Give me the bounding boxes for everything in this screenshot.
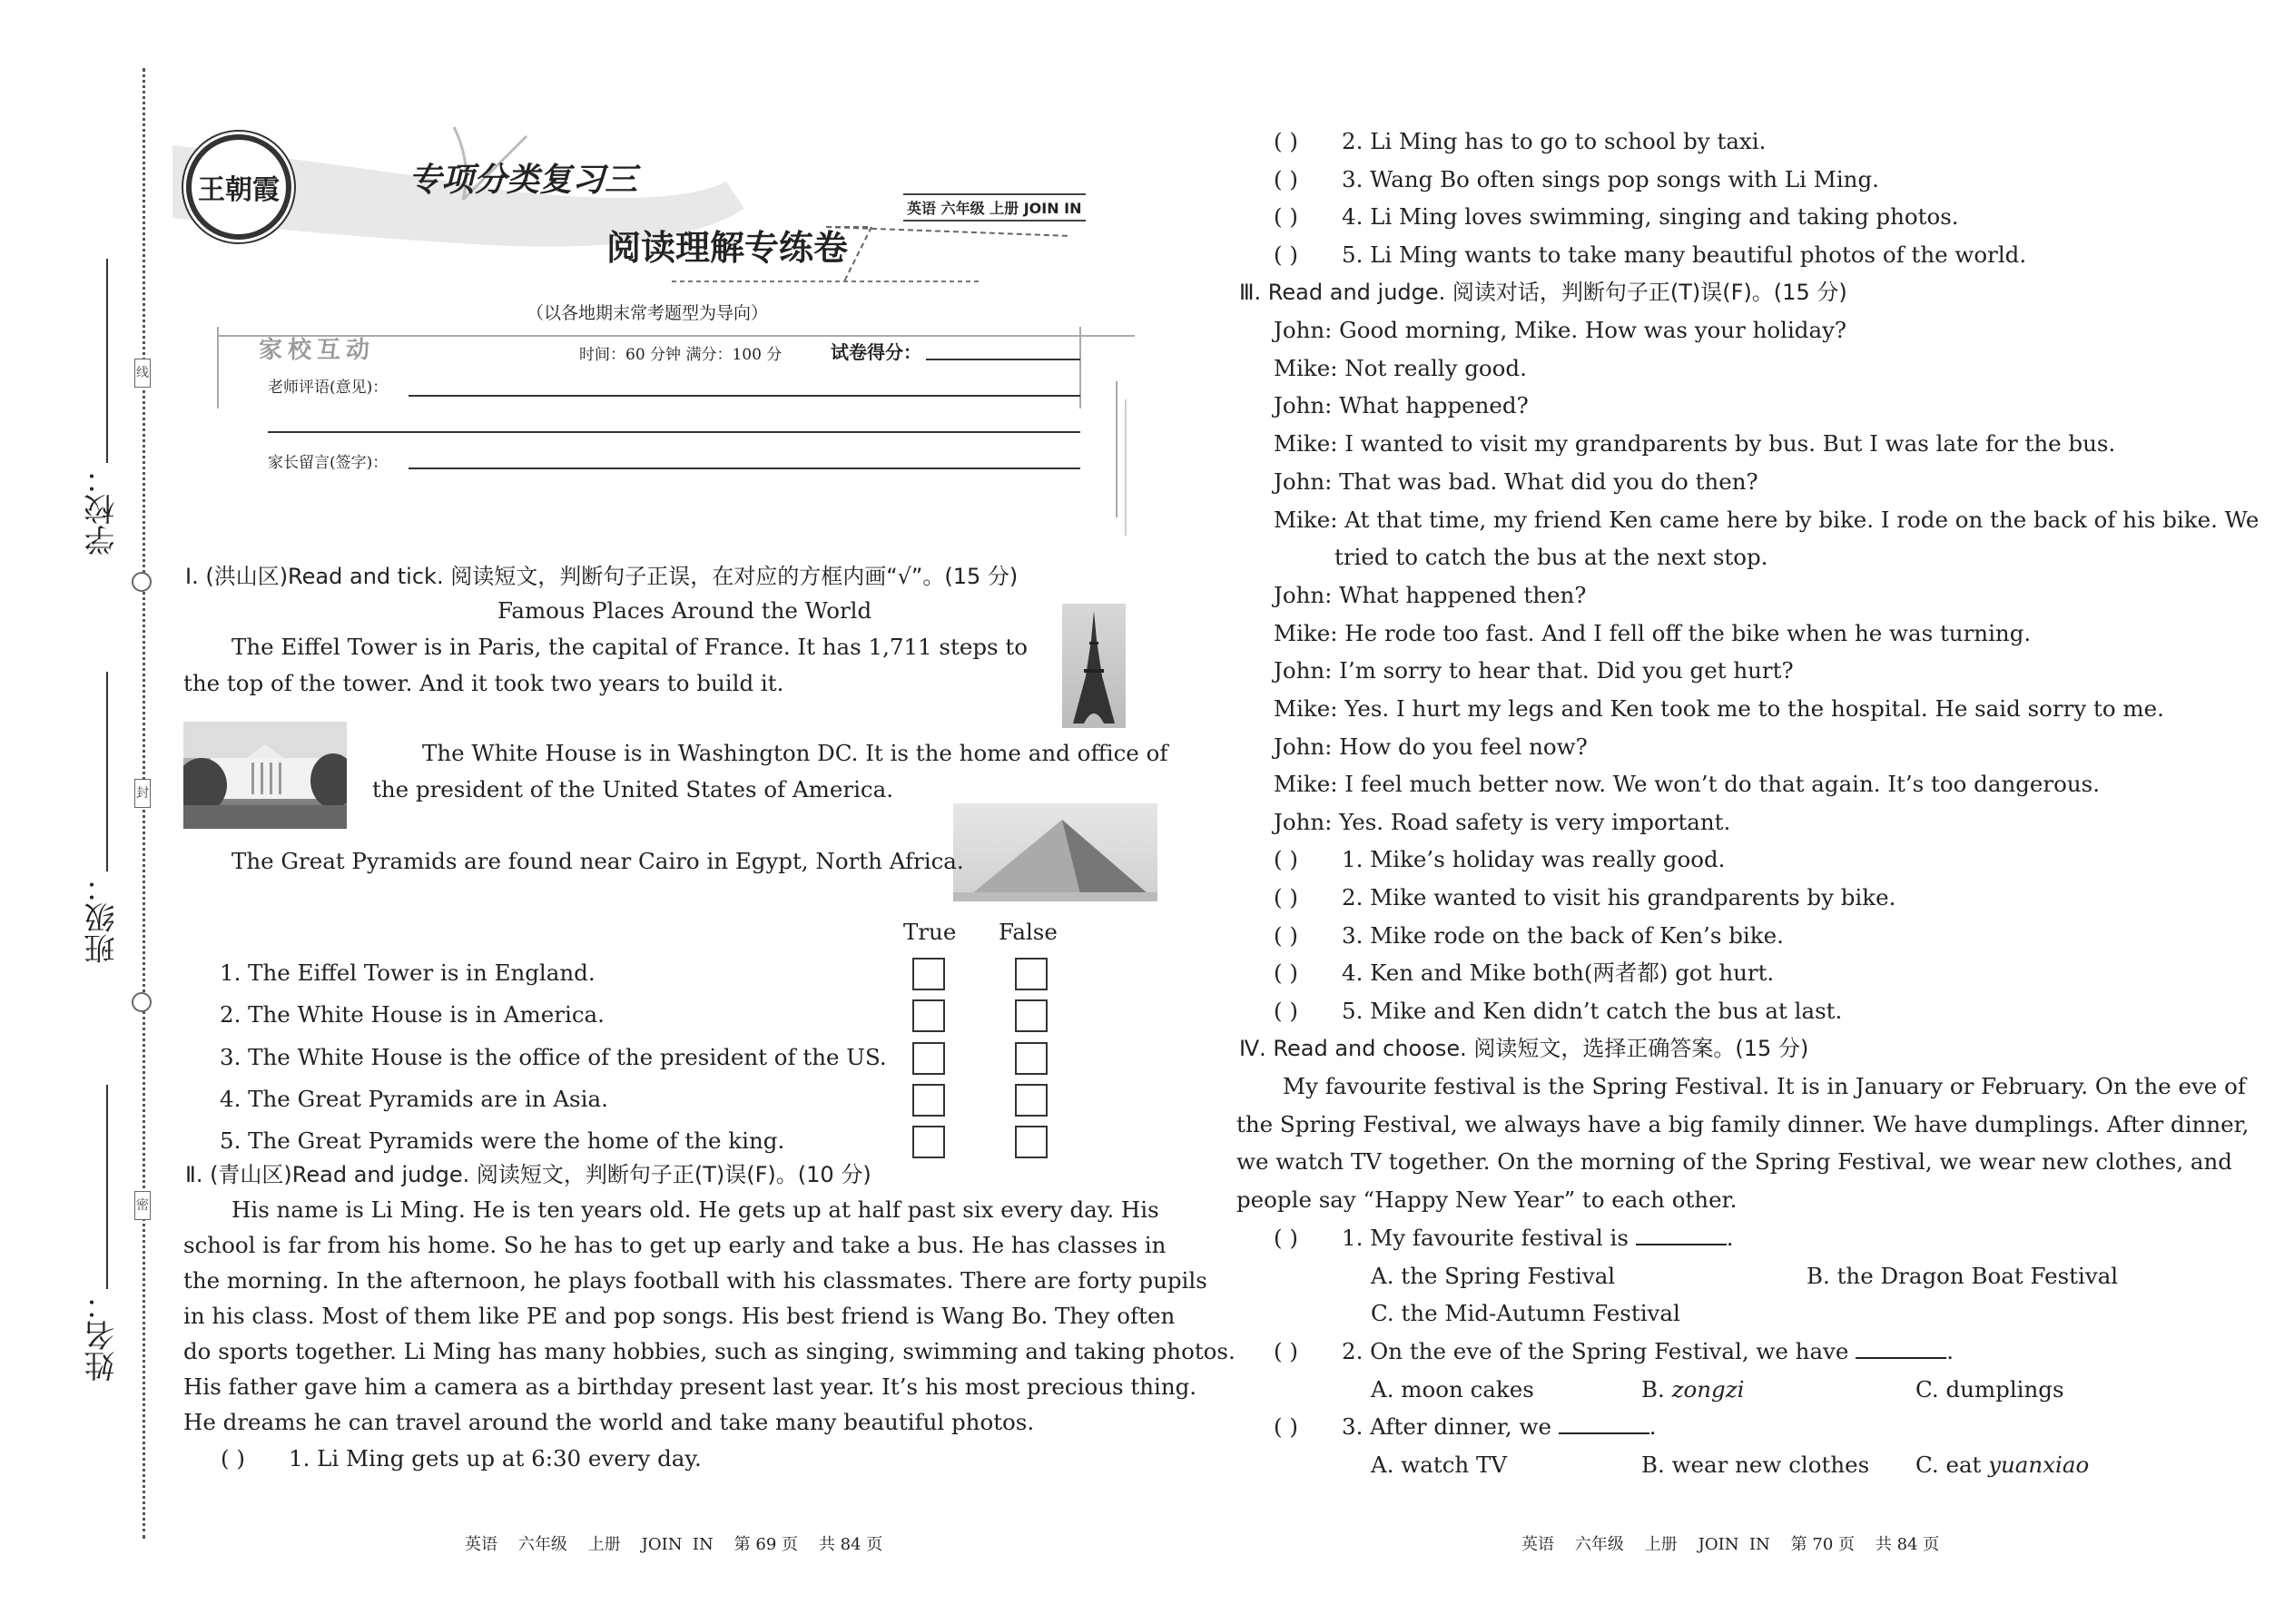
option-b-italic: zongzi: [1671, 1376, 1745, 1403]
score-label: 试卷得分：: [831, 341, 921, 363]
answer-blank[interactable]: [1856, 1339, 1946, 1359]
section3-heading: Ⅲ. Read and judge. 阅读对话，判断句子正(T)误(F)。(15 分): [1239, 280, 1847, 305]
school-label: 学校：: [84, 463, 121, 556]
class-write-line[interactable]: [106, 672, 108, 871]
question-stem: 2. On the eve of the Spring Festival, we have: [1342, 1338, 1849, 1364]
pyramid-image: [953, 803, 1157, 901]
dialogue-line: Mike: Yes. I hurt my legs and Ken took me to the hospital. He said sorry to me.: [1274, 695, 2164, 722]
answer-paren[interactable]: ( ): [1274, 960, 1298, 986]
option-c: [1915, 1450, 2089, 1481]
binding-hole: [132, 992, 152, 1012]
answer-paren[interactable]: ( ): [1274, 884, 1298, 910]
answer-paren[interactable]: ( ): [221, 1445, 245, 1471]
option-b-prefix: B.: [1641, 1376, 1672, 1403]
true-checkbox[interactable]: [912, 958, 945, 990]
passage-line: we watch TV together. On the morning of the Spring Festival, we wear new clothes, and: [1236, 1148, 2232, 1175]
true-column-label: True: [903, 919, 957, 945]
seal-mark: 封: [134, 779, 151, 808]
section1-heading: Ⅰ. (洪山区)Read and tick. 阅读短文，判断句子正误，在对应的方框内画“√”。(15 分): [185, 564, 1019, 589]
name-write-line[interactable]: [106, 1085, 108, 1289]
answer-paren[interactable]: ( ): [1274, 166, 1298, 192]
dialogue-line: John: What happened then?: [1274, 582, 1587, 608]
answer-paren[interactable]: ( ): [1274, 1413, 1298, 1440]
passage-line: My favourite festival is the Spring Festival. It is in January or February. On the eve of: [1283, 1073, 2246, 1099]
passage-line: His father gave him a camera as a birthday present last year. It’s his most precious thing.: [183, 1373, 1197, 1400]
tick-item: 4. The Great Pyramids are in Asia.: [220, 1086, 608, 1112]
dialogue-line: John: Good morning, Mike. How was your holiday?: [1274, 317, 1847, 343]
tick-item: 2. The White House is in America.: [220, 1001, 605, 1028]
false-checkbox[interactable]: [1015, 1084, 1048, 1117]
judge-item: 1. Li Ming gets up at 6:30 every day.: [289, 1445, 702, 1471]
stem-period: .: [1946, 1338, 1954, 1364]
option-a: A. watch TV: [1371, 1452, 1508, 1478]
teacher-comment-field[interactable]: [409, 395, 1080, 397]
choice-question: [1342, 1336, 1954, 1367]
passage-title: Famous Places Around the World: [497, 597, 872, 624]
judge-item: 1. Mike’s holiday was really good.: [1342, 846, 1726, 872]
passage-line: He dreams he can travel around the world and take many beautiful photos.: [183, 1409, 1035, 1435]
passage-line: the Spring Festival, we always have a big family dinner. We have dumplings. After dinner,: [1236, 1111, 2250, 1137]
option-a: A. moon cakes: [1371, 1376, 1534, 1403]
class-label: 班级：: [84, 871, 121, 964]
answer-paren[interactable]: ( ): [1274, 922, 1298, 949]
dialogue-line: Mike: Not really good.: [1274, 355, 1527, 381]
stem-period: .: [1726, 1225, 1734, 1251]
answer-paren[interactable]: ( ): [1274, 128, 1298, 154]
home-school-label: 家校互动: [259, 337, 376, 364]
answer-paren[interactable]: ( ): [1274, 846, 1298, 872]
passage-line: do sports together. Li Ming has many hobbies, such as singing, swimming and taking photos.: [183, 1338, 1236, 1364]
answer-paren[interactable]: ( ): [1274, 1225, 1298, 1251]
passage-line: The White House is in Washington DC. It is the home and office of: [422, 740, 1168, 766]
choice-question: [1342, 1412, 1657, 1442]
judge-item: 4. Ken and Mike both(两者都) got hurt.: [1342, 960, 1775, 986]
dialogue-line: John: That was bad. What did you do then?: [1274, 468, 1758, 495]
name-label: 姓名：: [84, 1289, 121, 1382]
section2-heading: Ⅱ. (青山区)Read and judge. 阅读短文，判断句子正(T)误(F)。(10 分): [185, 1162, 871, 1187]
dialogue-line: Mike: He rode too fast. And I fell off the bike when he was turning.: [1274, 620, 2032, 646]
judge-item: 3. Wang Bo often sings pop songs with Li Ming.: [1342, 166, 1879, 192]
option-c: C. the Mid-Autumn Festival: [1371, 1300, 1680, 1326]
score-field[interactable]: [926, 359, 1080, 360]
true-checkbox[interactable]: [912, 1126, 945, 1158]
passage-line: school is far from his home. So he has to get up early and take a bus. He has classes in: [183, 1232, 1167, 1258]
choice-question: [1342, 1223, 1734, 1254]
judge-item: 2. Li Ming has to go to school by taxi.: [1342, 128, 1767, 154]
option-a: A. the Spring Festival: [1371, 1263, 1616, 1289]
false-checkbox[interactable]: [1015, 1126, 1048, 1158]
dialogue-line: John: Yes. Road safety is very important.: [1274, 809, 1731, 835]
answer-paren[interactable]: ( ): [1274, 241, 1298, 268]
passage-line: in his class. Most of them like PE and pop songs. His best friend is Wang Bo. They often: [183, 1303, 1176, 1329]
true-checkbox[interactable]: [912, 999, 945, 1032]
option-c-prefix: C. eat: [1915, 1452, 1989, 1478]
page-footer-right: 英语 六年级 上册 JOIN IN 第 70 页 共 84 页: [1521, 1535, 1940, 1554]
judge-item: 4. Li Ming loves swimming, singing and taking photos.: [1342, 203, 1959, 230]
false-checkbox[interactable]: [1015, 999, 1048, 1032]
series-title: 专项分类复习三: [409, 162, 638, 199]
answer-paren[interactable]: ( ): [1274, 998, 1298, 1024]
seal-mark: 线: [134, 359, 151, 388]
dialogue-line: Mike: I feel much better now. We won’t do that again. It’s too dangerous.: [1274, 771, 2101, 797]
logo-text: 王朝霞: [198, 174, 280, 206]
dialogue-line: John: How do you feel now?: [1274, 733, 1588, 760]
passage-line: The Eiffel Tower is in Paris, the capital of France. It has 1,711 steps to: [231, 634, 1028, 660]
true-checkbox[interactable]: [912, 1084, 945, 1117]
logo-seal: [186, 134, 291, 240]
passage-line: people say “Happy New Year” to each other.: [1236, 1186, 1738, 1213]
passage-line: the morning. In the afternoon, he plays football with his classmates. There are forty pupils: [183, 1267, 1207, 1294]
passage-line: His name is Li Ming. He is ten years old. He gets up at half past six every day. His: [231, 1196, 1159, 1223]
option-c: C. dumplings: [1915, 1376, 2064, 1403]
true-checkbox[interactable]: [912, 1042, 945, 1075]
section4-heading: Ⅳ. Read and choose. 阅读短文，选择正确答案。(15 分): [1239, 1036, 1809, 1061]
dialogue-line: Mike: I wanted to visit my grandparents by bus. But I was late for the bus.: [1274, 430, 2116, 457]
dialogue-line: Mike: At that time, my friend Ken came here by bike. I rode on the back of his bike. We: [1274, 507, 2260, 533]
page-footer-left: 英语 六年级 上册 JOIN IN 第 69 页 共 84 页: [465, 1535, 883, 1554]
teacher-comment-label: 老师评语(意见)：: [268, 379, 389, 397]
passage-line: the president of the United States of America.: [372, 776, 894, 802]
option-b: B. the Dragon Boat Festival: [1807, 1263, 2119, 1289]
answer-blank[interactable]: [1559, 1414, 1649, 1434]
teacher-comment-field-2[interactable]: [268, 431, 1080, 433]
passage-line: The Great Pyramids are found near Cairo in Egypt, North Africa.: [231, 848, 964, 874]
main-title: 阅读理解专练卷: [606, 228, 849, 268]
parent-comment-field[interactable]: [409, 468, 1080, 469]
tick-item: 5. The Great Pyramids were the home of the king.: [220, 1127, 785, 1154]
judge-item: 5. Mike and Ken didn’t catch the bus at last.: [1342, 998, 1843, 1024]
option-b: [1641, 1374, 1744, 1405]
option-b: B. wear new clothes: [1641, 1452, 1870, 1478]
answer-paren[interactable]: ( ): [1274, 1338, 1298, 1364]
false-checkbox[interactable]: [1015, 1042, 1048, 1075]
stem-period: .: [1649, 1413, 1657, 1440]
question-stem: 1. My favourite festival is: [1342, 1225, 1629, 1251]
judge-item: 5. Li Ming wants to take many beautiful photos of the world.: [1342, 241, 2027, 268]
judge-item: 3. Mike rode on the back of Ken’s bike.: [1342, 922, 1784, 949]
false-checkbox[interactable]: [1015, 958, 1048, 990]
answer-blank[interactable]: [1636, 1225, 1727, 1245]
option-c-italic: yuanxiao: [1988, 1452, 2090, 1478]
answer-paren[interactable]: ( ): [1274, 203, 1298, 230]
passage-line: the top of the tower. And it took two years to build it.: [183, 670, 784, 696]
subject-tag: 英语 六年级 上册 JOIN IN: [903, 193, 1086, 221]
binding-hole: [132, 572, 152, 592]
false-column-label: False: [999, 919, 1058, 945]
dialogue-line: tried to catch the bus at the next stop.: [1334, 544, 1768, 570]
judge-item: 2. Mike wanted to visit his grandparents by bike.: [1342, 884, 1896, 910]
eiffel-tower-image: [1062, 604, 1126, 728]
question-stem: 3. After dinner, we: [1342, 1413, 1551, 1440]
white-house-image: [183, 722, 347, 829]
time-info: 时间：60 分钟 满分：100 分: [579, 346, 783, 364]
seal-mark: 密: [134, 1191, 151, 1220]
parent-comment-label: 家长留言(签字)：: [268, 454, 389, 472]
dialogue-line: John: I’m sorry to hear that. Did you get hurt?: [1274, 657, 1794, 684]
dialogue-line: John: What happened?: [1274, 392, 1529, 418]
tick-item: 1. The Eiffel Tower is in England.: [220, 960, 596, 986]
subtitle: （以各地期末常考题型为导向）: [527, 303, 769, 323]
tick-item: 3. The White House is the office of the president of the US.: [220, 1044, 887, 1070]
school-write-line[interactable]: [106, 259, 108, 463]
